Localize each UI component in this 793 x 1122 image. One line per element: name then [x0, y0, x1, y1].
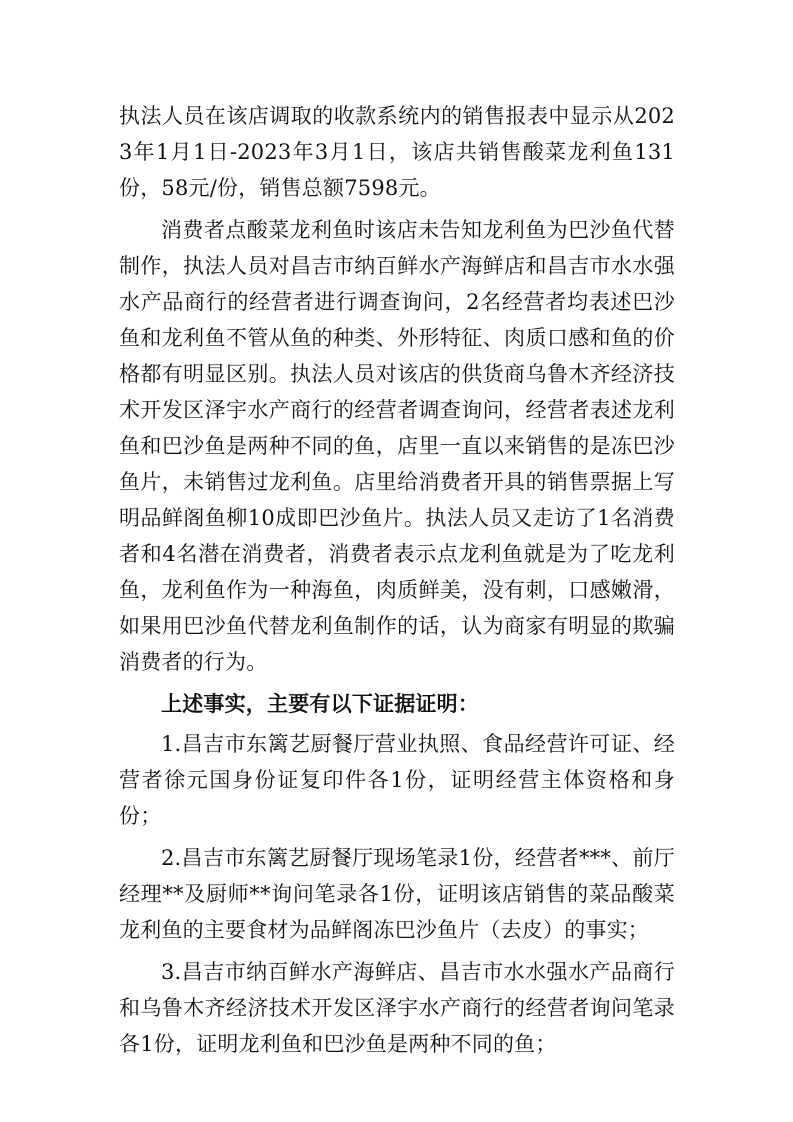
evidence-heading: 上述事实，主要有以下证据证明：: [161, 691, 479, 716]
paragraph-investigation: 消费者点酸菜龙利鱼时该店未告知龙利鱼为巴沙鱼代替制作，执法人员对昌吉市纳百鲜水产海鲜店和昌吉市水水强水产品商行的经营者进行调查询问，2名经营者均表述巴沙鱼和龙利鱼不管从鱼的种类、外形特征、肉质口感和鱼的价格都有明显区别。执法人员对该店的供货商乌鲁木齐经济技术开发区泽宇水产商行的经营者调查询问，经营者表述龙利鱼和巴沙鱼是两种不同的鱼，店里一直以来销售的是冻巴沙鱼片，未销售过龙利鱼。店里给消费者开具的销售票据上写明品鲜阁鱼柳10成即巴沙鱼片。执法人员又走访了1名消费者和4名潜在消费者，消费者表示点龙利鱼就是为了吃龙利鱼，龙利鱼作为一种海鱼，肉质鲜美，没有刺，口感嫩滑，如果用巴沙鱼代替龙利鱼制作的话，认为商家有明显的欺骗消费者的行为。: [119, 218, 675, 674]
document-body: [119, 98, 675, 1068]
evidence-item-2: 2.昌吉市东篱艺厨餐厅现场笔录1份，经营者***、前厅经理**及厨师**询问笔录各1份，证明该店销售的菜品酸菜龙利鱼的主要食材为品鲜阁冻巴沙鱼片（去皮）的事实；: [119, 846, 675, 942]
evidence-item-1: 1.昌吉市东篱艺厨餐厅营业执照、食品经营许可证、经营者徐元国身份证复印件各1份，证明经营主体资格和身份；: [119, 732, 675, 828]
paragraph-sales-report: 执法人员在该店调取的收款系统内的销售报表中显示从2023年1月1日-2023年3月1日，该店共销售酸菜龙利鱼131份，58元/份，销售总额7598元。: [119, 104, 675, 200]
evidence-item-3: 3.昌吉市纳百鲜水产海鲜店、昌吉市水水强水产品商行和乌鲁木齐经济技术开发区泽宇水产商行的经营者询问笔录各1份，证明龙利鱼和巴沙鱼是两种不同的鱼；: [119, 960, 675, 1056]
